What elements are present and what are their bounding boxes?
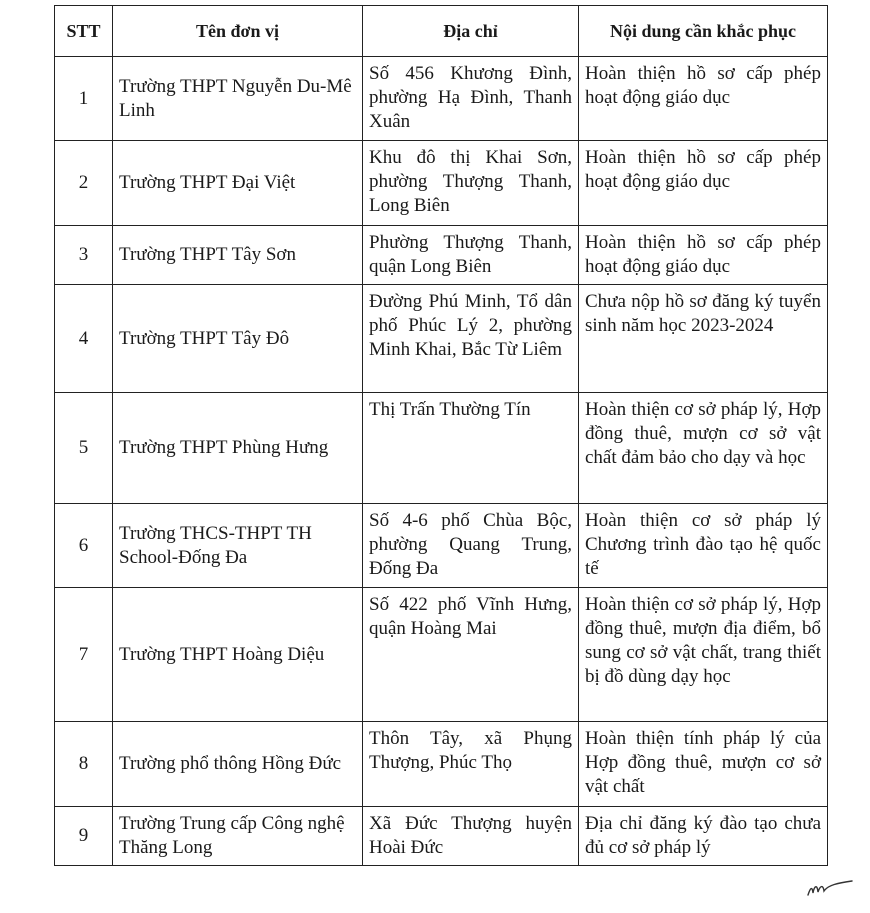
row-stt: 2 — [55, 141, 113, 226]
row-address: Xã Đức Thượng huyện Hoài Đức — [363, 807, 579, 866]
table-row — [55, 393, 828, 504]
row-address: Thôn Tây, xã Phụng Thượng, Phúc Thọ — [363, 722, 579, 807]
row-stt: 9 — [55, 807, 113, 866]
table-row — [55, 57, 828, 141]
row-remedy-content: Chưa nộp hồ sơ đăng ký tuyển sinh năm học 2023-2024 — [579, 285, 828, 393]
row-stt: 6 — [55, 504, 113, 588]
row-unit-name: Trường THPT Phùng Hưng — [113, 393, 363, 504]
table-row — [55, 504, 828, 588]
row-unit-name: Trường THPT Tây Sơn — [113, 226, 363, 285]
schools-table — [54, 5, 828, 866]
row-unit-name: Trường THPT Tây Đô — [113, 285, 363, 393]
row-remedy-content: Hoàn thiện hồ sơ cấp phép hoạt động giáo dục — [579, 226, 828, 285]
table-row — [55, 141, 828, 226]
row-unit-name: Trường THPT Hoàng Diệu — [113, 588, 363, 722]
table-row — [55, 722, 828, 807]
row-remedy-content: Hoàn thiện cơ sở pháp lý, Hợp đồng thuê, mượn địa điểm, bổ sung cơ sở vật chất, trang thiết bị đồ dùng dạy học — [579, 588, 828, 722]
row-remedy-content: Hoàn thiện cơ sở pháp lý Chương trình đào tạo hệ quốc tế — [579, 504, 828, 588]
table-row — [55, 588, 828, 722]
row-address: Phường Thượng Thanh, quận Long Biên — [363, 226, 579, 285]
header-address: Địa chỉ — [363, 6, 579, 57]
header-unit-name: Tên đơn vị — [113, 6, 363, 57]
row-unit-name: Trường Trung cấp Công nghệ Thăng Long — [113, 807, 363, 866]
header-remedy-content: Nội dung cần khắc phục — [579, 6, 828, 57]
row-address: Khu đô thị Khai Sơn, phường Thượng Thanh, Long Biên — [363, 141, 579, 226]
row-unit-name: Trường THCS-THPT TH School-Đống Đa — [113, 504, 363, 588]
row-stt: 4 — [55, 285, 113, 393]
signature-mark — [804, 875, 856, 901]
row-remedy-content: Địa chỉ đăng ký đào tạo chưa đủ cơ sở pháp lý — [579, 807, 828, 866]
row-stt: 3 — [55, 226, 113, 285]
row-stt: 7 — [55, 588, 113, 722]
table-row — [55, 807, 828, 866]
table-row — [55, 285, 828, 393]
row-remedy-content: Hoàn thiện cơ sở pháp lý, Hợp đồng thuê, mượn cơ sở vật chất đảm bảo cho dạy và học — [579, 393, 828, 504]
table-row — [55, 226, 828, 285]
row-stt: 5 — [55, 393, 113, 504]
row-unit-name: Trường THPT Nguyễn Du-Mê Linh — [113, 57, 363, 141]
row-remedy-content: Hoàn thiện hồ sơ cấp phép hoạt động giáo dục — [579, 141, 828, 226]
row-address: Đường Phú Minh, Tổ dân phố Phúc Lý 2, phường Minh Khai, Bắc Từ Liêm — [363, 285, 579, 393]
row-stt: 1 — [55, 57, 113, 141]
row-address: Số 4-6 phố Chùa Bộc, phường Quang Trung, Đống Đa — [363, 504, 579, 588]
row-remedy-content: Hoàn thiện tính pháp lý của Hợp đồng thuê, mượn cơ sở vật chất — [579, 722, 828, 807]
row-stt: 8 — [55, 722, 113, 807]
row-unit-name: Trường phổ thông Hồng Đức — [113, 722, 363, 807]
row-remedy-content: Hoàn thiện hồ sơ cấp phép hoạt động giáo dục — [579, 57, 828, 141]
row-address: Thị Trấn Thường Tín — [363, 393, 579, 504]
row-address: Số 456 Khương Đình, phường Hạ Đình, Thanh Xuân — [363, 57, 579, 141]
row-address: Số 422 phố Vĩnh Hưng, quận Hoàng Mai — [363, 588, 579, 722]
header-row — [55, 6, 828, 57]
header-stt: STT — [55, 6, 113, 57]
row-unit-name: Trường THPT Đại Việt — [113, 141, 363, 226]
